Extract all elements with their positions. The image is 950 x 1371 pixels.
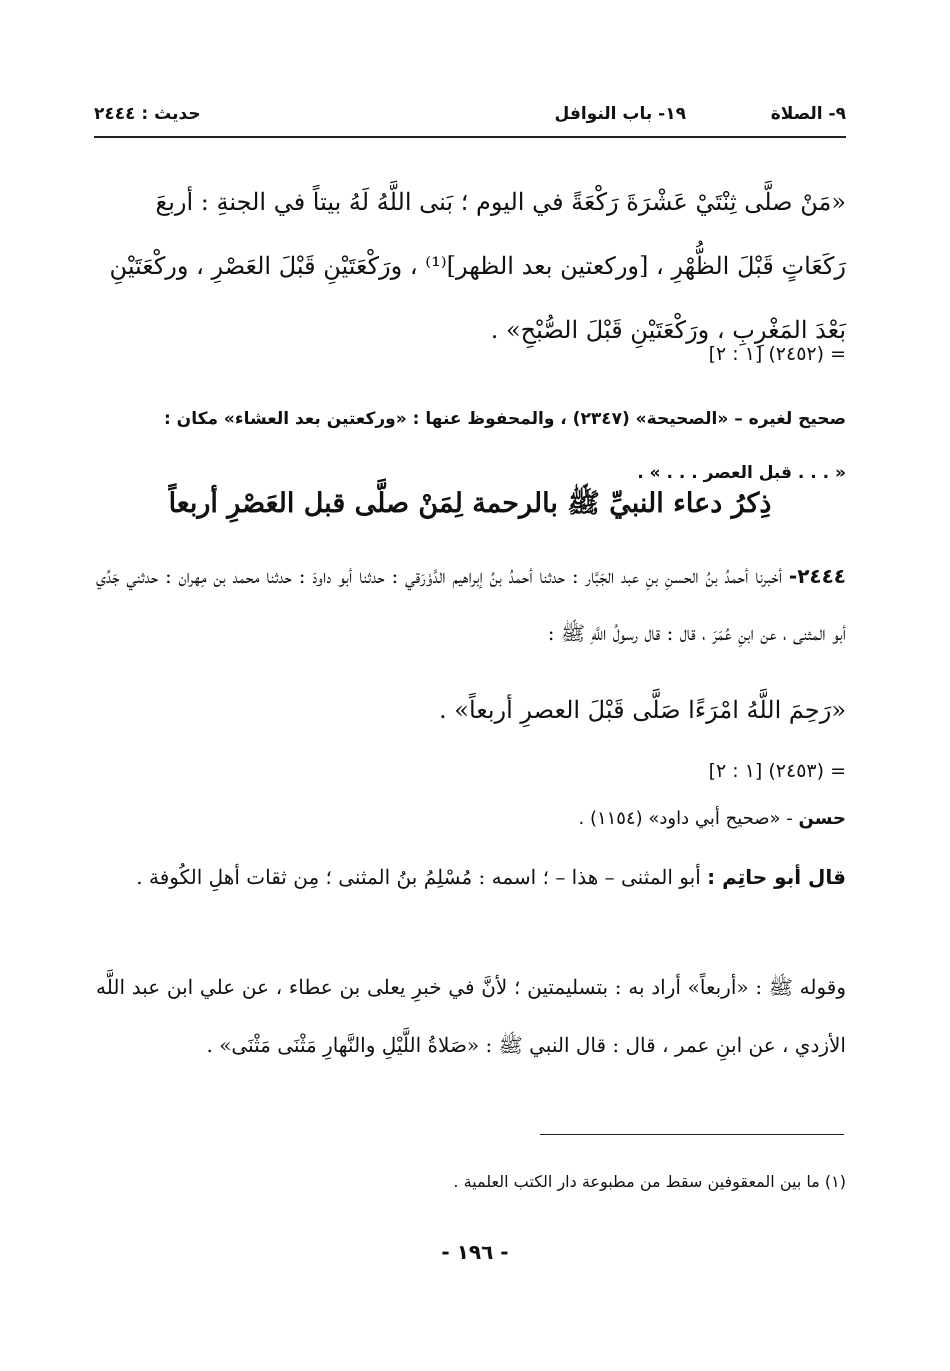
text-line: «مَنْ صلَّى ثِنْتَيْ عَشْرَةَ رَكْعَةً في اليوم ؛ بَنى اللَّهُ لَهُ بيتاً في الجنةِ : أربعَ bbox=[155, 188, 846, 216]
isnad-text: أخبرنا أحمدُ بنُ الحسنِ بنِ عبد الجَبَّار : حدثنا أحمدُ بنُ إبراهيم الدَّوْرَقي : حدثنا أبو داودَ : حدثنا محمد بن مِهران : حدثني جَدِّي أبو المثنى ، عن ابنِ عُمَرَ ، قال : قال رسولُ اللَّهِ ﷺ : bbox=[96, 564, 846, 645]
previous-hadith-text bbox=[96, 170, 846, 362]
running-header bbox=[94, 96, 846, 138]
commentary-text: أبو المثنى – هذا – ؛ اسمه : مُسْلِمُ بنُ المثنى ؛ مِن ثقات أهلِ الكُوفة . bbox=[136, 865, 701, 889]
text-line: رَكَعَاتٍ قَبْلَ الظُّهْرِ ، [وركعتين بعد الظهر]⁽¹⁾ ، ورَكْعَتَيْنِ قَبْلَ العَصْرِ ، وركْعَتَيْنِ bbox=[109, 252, 846, 280]
previous-hadith-grading bbox=[96, 392, 846, 500]
hadith-number: ٢٤٤٤- bbox=[788, 564, 847, 588]
header-bab: ١٩- باب النوافل bbox=[554, 104, 686, 124]
commentary-paragraph-2: وقوله ﷺ : «أربعاً» أراد به : بتسليمتين ؛ لأنَّ في خبرِ يعلى بن عطاء ، عن علي ابن عبد اللَّه الأزدي ، عن ابنِ عمر ، قال : قال النبي ﷺ : «صَلاةُ اللَّيْلِ والنَّهارِ مَثْنَى مَثْنَى» . bbox=[96, 975, 846, 1057]
grading-line: صحيح لغيره – «الصحيحة» (٢٣٤٧) ، والمحفوظ عنها : «وركعتين بعد العشاء» مكان : bbox=[163, 409, 846, 429]
hadith-reference: = (٢٤٥٣) [١ : ٢] bbox=[708, 760, 846, 782]
grade-text: - «صحيح أبي داود» (١١٥٤) . bbox=[578, 808, 793, 829]
commentary-label: قال أبو حاتِم : bbox=[707, 865, 846, 889]
grading-line: « . . . قبل العصر . . . » . bbox=[637, 463, 846, 483]
text-line: بَعْدَ المَغْرِبِ ، ورَكْعَتَيْنِ قَبْلَ الصُّبْحِ» . bbox=[490, 316, 846, 344]
hadith-isnad bbox=[96, 548, 846, 662]
hadith-matn: «رَحِمَ اللَّهُ امْرَءًا صَلَّى قَبْلَ العصرِ أربعاً» . bbox=[439, 696, 846, 724]
header-hadith-number: حديث : ٢٤٤٤ bbox=[94, 104, 201, 124]
header-chapter: ٩- الصلاة bbox=[770, 104, 846, 124]
previous-hadith-reference: = (٢٤٥٢) [١ : ٢] bbox=[708, 343, 846, 365]
commentary-paragraph-1 bbox=[96, 848, 846, 906]
page-number: - ١٩٦ - bbox=[441, 1240, 509, 1264]
footnote: (١) ما بين المعقوفين سقط من مطبوعة دار الكتب العلمية . bbox=[453, 1172, 846, 1191]
grade-label: حسن bbox=[798, 808, 846, 829]
footnote-divider bbox=[540, 1134, 844, 1135]
chapter-title: ذِكرُ دعاء النبيِّ ﷺ بالرحمة لِمَنْ صلَّى قبل العَصْرِ أربعاً bbox=[168, 488, 772, 519]
hadith-grading bbox=[96, 808, 846, 829]
